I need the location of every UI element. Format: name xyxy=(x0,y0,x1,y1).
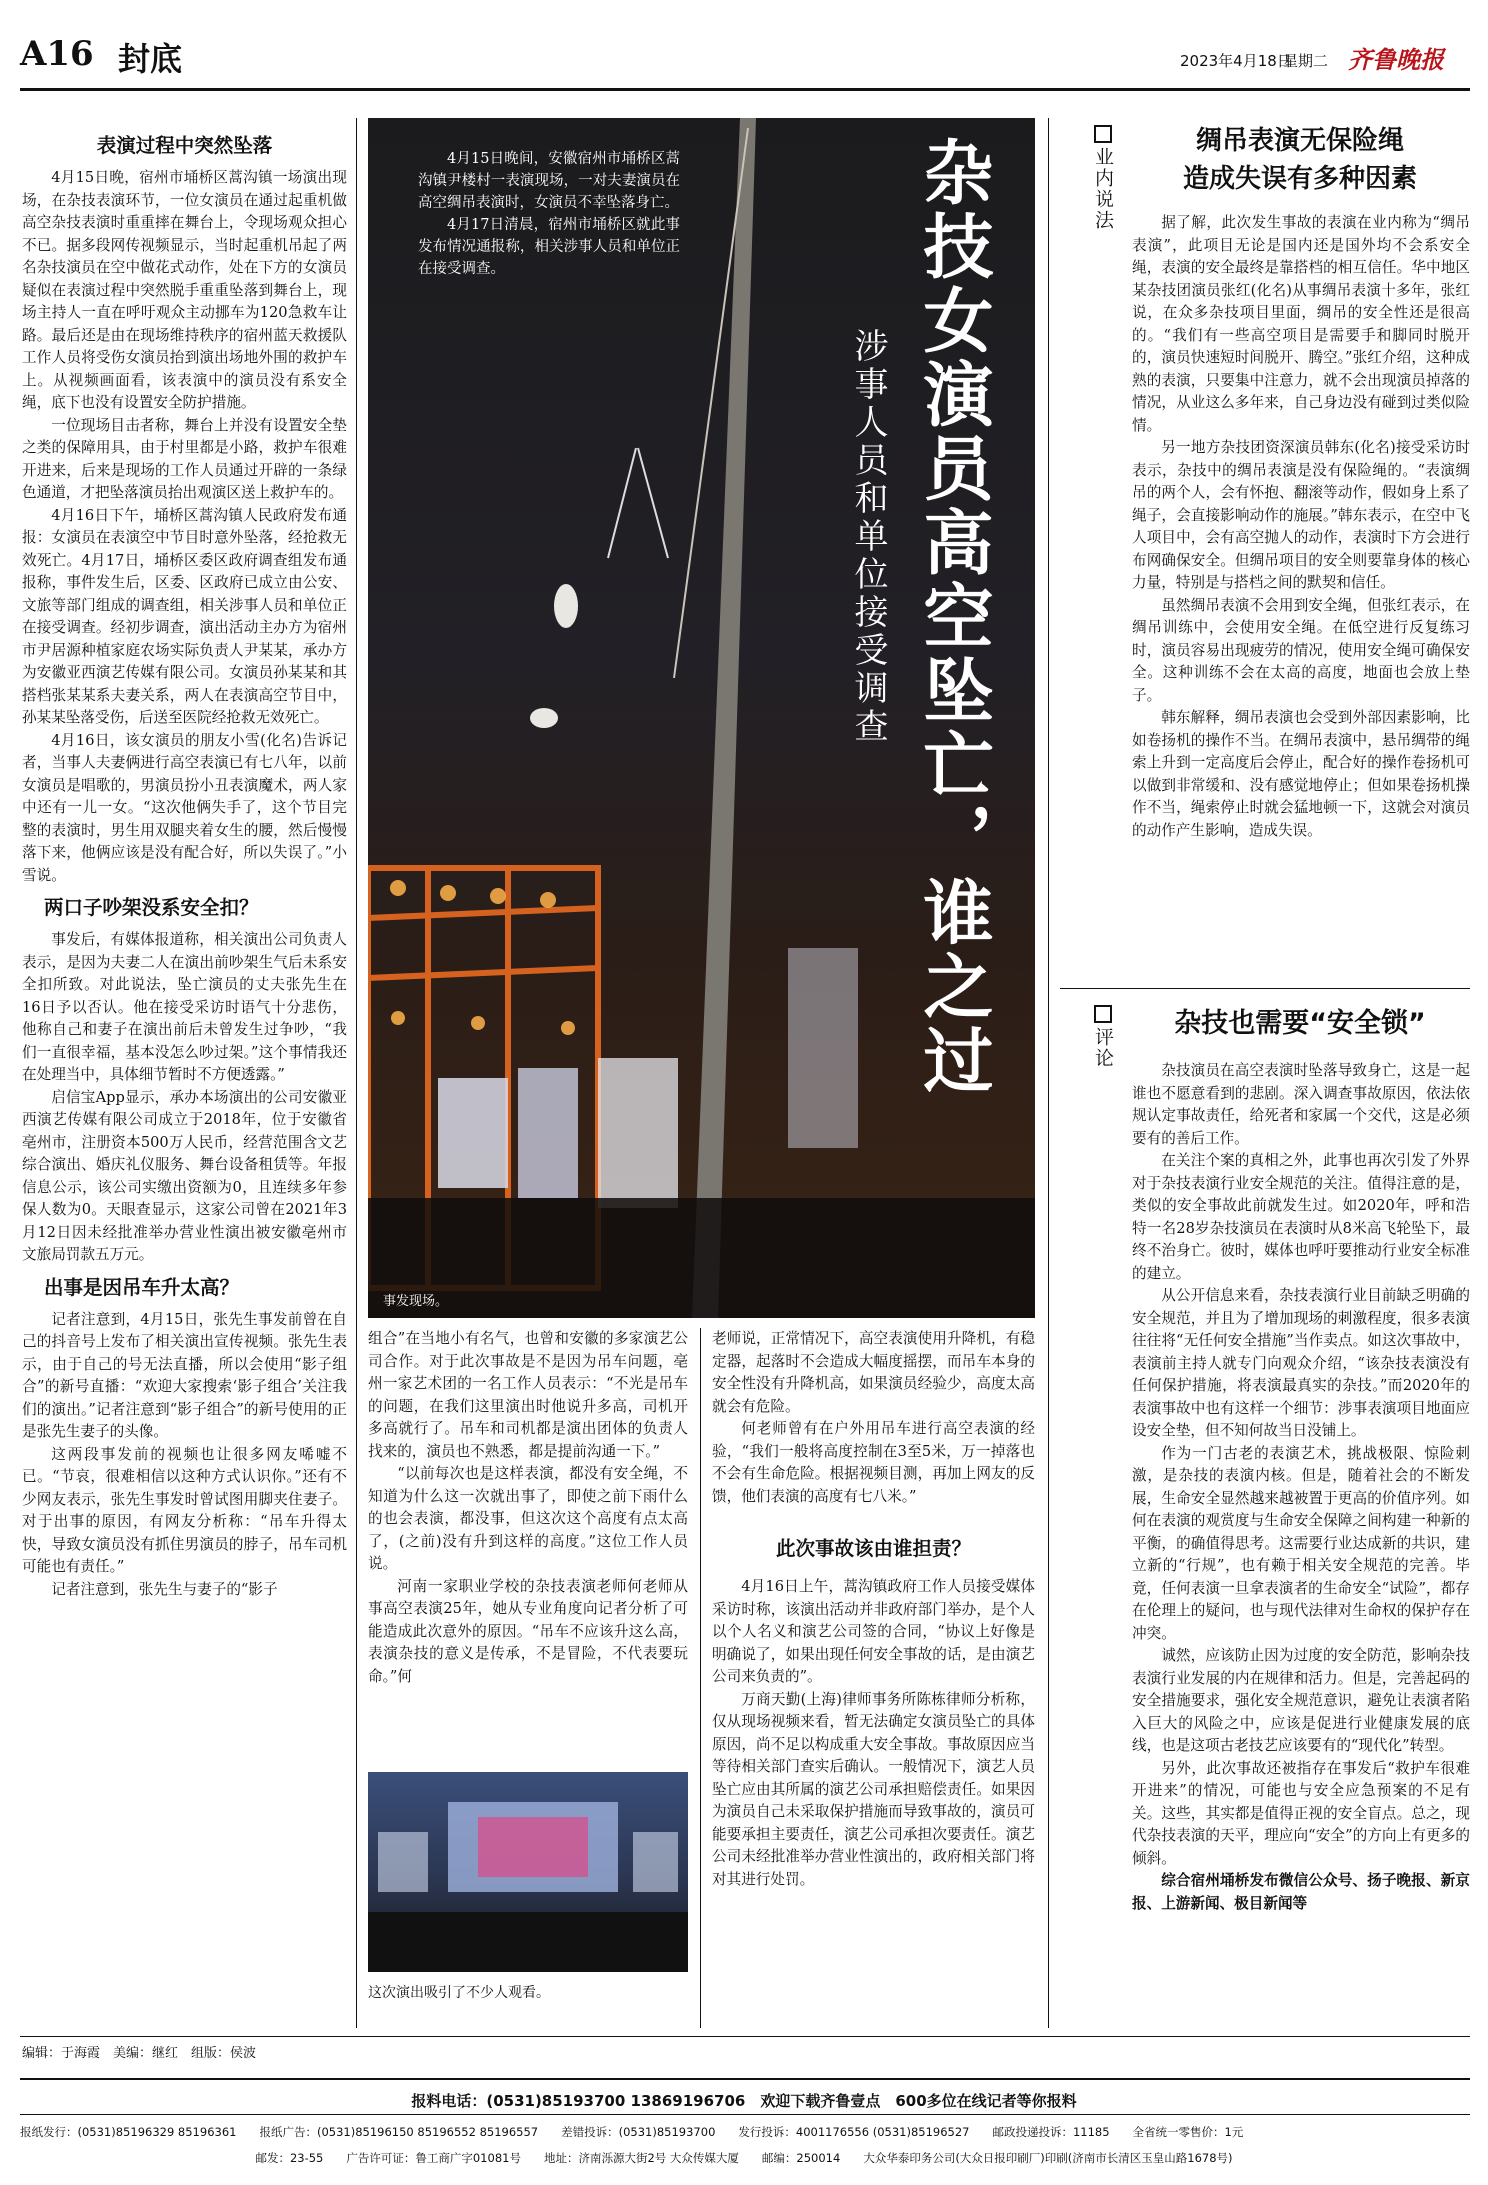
audience-photo xyxy=(368,1772,688,1972)
newspaper-logo: 齐鲁晚报 xyxy=(1348,45,1444,74)
photo-caption: 事发现场。 xyxy=(383,1294,449,1309)
right-headline-1: 绸吊表演无保险绳 造成失误有多种因素 xyxy=(1182,126,1417,194)
paragraph: 另一地方杂技团资深演员韩东(化名)接受采访时表示，杂技中的绸吊表演是没有保险绳的。“表演绸吊的两个人，会有怀抱、翻滚等动作，假如身上系了绳子，会直接影响动作的施展。”韩东表示，在空中飞人项目中，会有高空抛人的动作，表演时下方会进行布网确保安全。但绸吊项目的安全则要靠身体的核心力量，特别是与搭档之间的默契和信任。 xyxy=(1132,439,1470,591)
news-hotline: 报料电话：(0531)85193700 13869196706 欢迎下载齐鲁壹点 600多位在线记者等你报料 xyxy=(411,2092,1077,2110)
editor-credits: 编辑：于海霞 美编：继红 组版：侯波 xyxy=(22,2046,257,2061)
issue-date: 2023年4月18日 xyxy=(1180,52,1292,70)
audience-photo-caption: 这次演出吸引了不少人观看。 xyxy=(368,1985,550,2001)
paragraph: 4月16日上午，蒿沟镇政府工作人员接受媒体采访时称，该演出活动并非政府部门举办，是个人以个人名义和演艺公司签的合同，“协议上好像是明确说了，如果出现任何安全事故的话，是由演艺公司来负责的”。 xyxy=(712,1578,1035,1685)
overlay-paragraph: 4月17日清晨，宿州市埇桥区就此事发布情况通报称，相关涉事人员和单位正在接受调查。 xyxy=(418,217,680,277)
paragraph: 启信宝App显示，承办本场演出的公司安徽亚西演艺传媒有限公司成立于2018年，位于安徽省亳州市，注册资本500万人民币，经营范围含文艺综合演出、婚庆礼仪服务、舞台设备租赁等。年报信息公示，该公司实缴出资额为0，且连续多年参保人数为0。天眼查显示，这家公司曾在2021年3月12日因未经批准举办营业性演出被安徽亳州市文旅局罚款五万元。 xyxy=(22,1088,347,1263)
paragraph: “以前每次也是这样表演，都没有安全绳，不知道为什么这一次就出事了，即使之前下雨什么的也会表演，都没事，但这次这个高度有点太高了，(之前)没有升到这样的高度。”这位工作人员说。 xyxy=(368,1465,688,1572)
paragraph: 一位现场目击者称，舞台上并没有设置安全垫之类的保障用具，由于村里都是小路，救护车很难开进来，后来是现场的工作人员通过开辟的一条绿色通道，才把坠落演员抬出观演区送上救护车的。 xyxy=(22,416,347,501)
paragraph: 记者注意到，张先生与妻子的“影子 xyxy=(51,1580,278,1598)
subhead-safety-buckle: 两口子吵架没系安全扣？ xyxy=(44,896,259,919)
column-2 xyxy=(368,1328,688,1688)
column-divider xyxy=(1048,118,1049,2028)
audience-scene-graphic xyxy=(368,1772,688,1972)
paragraph: 老师说，正常情况下，高空表演使用升降机，有稳定器，起落时不会造成大幅度摇摆，而吊车本身的安全性没有升降机高，如果演员经验少，高度太高就会有危险。 xyxy=(712,1330,1035,1415)
paragraph: 4月16日下午，埇桥区蒿沟镇人民政府发布通报：女演员在表演空中节目时意外坠落，经抢救无效死亡。4月17日，埇桥区委区政府调查组发布通报称，事件发生后，区委、区政府已成立由公安、文旅等部门组成的调查组，相关涉事人员和单位正在接受调查。经初步调查，演出活动主办方为宿州市尹居源种植家庭农场实际负责人尹某某，承办方为安徽亚西演艺传媒有限公司。女演员孙某某和其搭档张某某系夫妻关系，两人在表演高空节目中，孙某某坠落受伤，后送至医院经抢救无效死亡。 xyxy=(22,506,347,726)
headline-title: 杂技女演员高空坠亡，谁之过 xyxy=(912,136,994,1098)
column-3 xyxy=(712,1328,1035,1891)
source-note: 综合宿州埇桥发布微信公众号、扬子晚报、新京报、上游新闻、极目新闻等 xyxy=(1132,1872,1470,1912)
page-number: A16 xyxy=(20,34,94,74)
photo-overlay-text xyxy=(418,148,680,280)
label-text: 业内说法 xyxy=(1092,147,1114,231)
paragraph: 4月15日晚，宿州市埇桥区蒿沟镇一场演出现场，在杂技表演环节，一位女演员在通过起重机做高空杂技表演时重重摔在舞台上，令现场观众担心不已。据多段网传视频显示，当时起重机吊起了两名杂技演员在空中做花式动作，处在下方的女演员疑似在表演过程中突然脱手重重坠落到舞台上，现场主持人一直在呼吁观众主动挪车为120急救车让路。最后还是由在现场维持秩序的宿州蓝天救援队工作人员将受伤女演员抬到演出场地外围的救护车上。从视频画面看，该表演中的演员没有系安全绳，底下也没有设置安全防护措施。 xyxy=(22,169,347,411)
paragraph: 河南一家职业学校的杂技表演老师何老师从事高空表演25年，她从专业角度向记者分析了可能造成此次意外的原因。“吊车不应该升这么高，表演杂技的意义是传承，不是冒险，不代表要玩命。”何 xyxy=(368,1577,688,1685)
label-box-icon xyxy=(1094,1005,1112,1023)
right-column-2 xyxy=(1132,1060,1470,1915)
right-headline-2: 杂技也需要“安全锁” xyxy=(1174,1008,1426,1039)
overlay-paragraph: 4月15日晚间，安徽宿州市埇桥区蒿沟镇尹楼村一表演现场，一对夫妻演员在高空绸吊表演时，女演员不幸坠落身亡。 xyxy=(418,151,680,211)
label-commentary xyxy=(1090,1005,1117,1069)
paragraph: 韩东解释，绸吊表演也会受到外部因素影响，比如卷扬机的操作不当。在绸吊表演中，悬吊绸带的绳索上升到一定高度后会停止，配合好的操作卷扬机可以做到非常缓和、没有感觉地停止；但如果卷扬机操作不当，绳索停止时就会猛地顿一下，这就会对演员的动作产生影响，造成失误。 xyxy=(1132,709,1470,839)
paragraph: 何老师曾有在户外用吊车进行高空表演的经验，“我们一般将高度控制在3至5米，万一掉落也不会有生命危险。根据视频目测，再加上网友的反馈，他们表演的高度有七八米。” xyxy=(712,1420,1035,1505)
masthead xyxy=(20,30,1470,90)
label-text: 评论 xyxy=(1092,1027,1114,1069)
issue-weekday: 星期二 xyxy=(1283,52,1329,70)
paragraph: 作为一门古老的表演艺术，挑战极限、惊险刺激，是杂技的表演内核。但是，随着社会的不断发展，生命安全显然越来越被置于更高的价值序列。如何在表演的观赏度与生命安全保障之间构建一种新的平衡，的确值得思考。这需要行业达成新的共识，建立新的“行规”，也有赖于相关安全规范的完善。毕竟，任何表演一旦拿表演者的生命安全“试险”，都存在伦理上的疑问，也与现代法律对生命权的保护存在冲突。 xyxy=(1132,1444,1470,1642)
column-1 xyxy=(22,125,347,1601)
paragraph: 事发后，有媒体报道称，相关演出公司负责人表示，是因为夫妻二人在演出前吵架生气后未系安全扣所致。对此说法，坠亡演员的丈夫张先生在16日予以否认。他在接受采访时语气十分悲伤，他称自己和妻子在演出前后未曾发生过争吵，“我们一直很幸福，基本没怎么吵过架。”这个事情我还在处理当中，具体细节暂时不方便透露。” xyxy=(22,931,347,1083)
subhead-crane-height: 出事是因吊车升太高？ xyxy=(44,1275,240,1299)
paragraph: 万商天勤(上海)律师事务所陈栋律师分析称，仅从现场视频来看，暂无法确定女演员坠亡的具体原因，尚不足以构成重大安全事故。事故原因应当等待相关部门查实后确认。一般情况下，演艺人员坠亡应由其所属的演艺公司承担赔偿责任。如果因为演员自己未采取保护措施而导致事故的，演员可能要承担主要责任，演艺公司承担次要责任。演艺公司未经批准举办营业性演出的，政府相关部门将对其进行处罚。 xyxy=(712,1690,1035,1888)
paragraph: 4月16日，该女演员的朋友小雪(化名)告诉记者，当事人夫妻俩进行高空表演已有七八年，以前女演员是唱歌的，男演员扮小丑表演魔术，两人家中还有一儿一女。“这次他俩失手了，这个节目完整的表演时，男生用双腿夹着女生的腰，然后慢慢落下来，他俩应该是没有配合好，所以失误了。”小雪说。 xyxy=(22,731,347,884)
section-rule xyxy=(1060,988,1470,989)
footer-rule xyxy=(20,2078,1470,2080)
main-photo xyxy=(368,118,1035,1318)
paragraph: 从公开信息来看，杂技表演行业目前缺乏明确的安全规范，并且为了增加现场的刺激程度，很多表演往往将“无任何安全措施”当作卖点。如这次事故中，表演前主持人就专门向观众介绍，“该杂技表演没有任何保护措施，将表演最真实的杂技。”而2020年的表演事故中也有这样一个细节：涉事表演项目地面应设安全垫，但不知何故当日没铺上。 xyxy=(1132,1287,1470,1439)
paragraph: 组合”在当地小有名气，也曾和安徽的多家演艺公司合作。对于此次事故是不是因为吊车问题，亳州一家艺术团的一名工作人员表示：“不光是吊车的问题，在我们这里演出时他说升多高，司机开多高就行了。吊车和司机都是演出团体的负责人找来的，演员也不熟悉，都是提前沟通一下。” xyxy=(368,1330,688,1460)
right-column-1 xyxy=(1132,212,1470,842)
footer-info-line-2: 邮发：23-55 广告许可证：鲁工商广字01081号 地址：济南泺源大街2号 大众传媒大厦 邮编：250014 大众华泰印务公司(大众日报印刷厂)印刷(济南市长清区玉皇山路1678号) xyxy=(255,2151,1233,2165)
section-name: 封底 xyxy=(118,40,183,78)
subhead-liability: 此次事故该由谁担责？ xyxy=(775,1537,971,1560)
label-box-icon xyxy=(1094,125,1112,143)
column-divider xyxy=(356,118,357,2028)
paragraph: 诚然，应该防止因为过度的安全防范，影响杂技表演行业发展的内在规律和活力。但是，完善起码的安全措施要求，强化安全规范意识，避免让表演者陷入巨大的风险之中，应该是促进行业健康发展的底线，也是这项古老技艺应该要有的“现代化”转型。 xyxy=(1132,1647,1470,1754)
label-industry-view xyxy=(1090,125,1117,231)
footer-rule xyxy=(20,2036,1470,2037)
paragraph: 杂技演员在高空表演时坠落导致身亡，这是一起谁也不愿意看到的悲剧。深入调查事故原因，依法依规认定事故责任，给死者和家属一个交代，这是必须要有的善后工作。 xyxy=(1132,1062,1470,1147)
paragraph: 另外，此次事故还被指存在事发后“救护车很难开进来”的情况，可能也与安全应急预案的不足有关。这些，其实都是值得正视的安全盲点。总之，现代杂技表演的天平，理应向“安全”的方向上有更多的倾斜。 xyxy=(1132,1759,1470,1867)
subhead-sudden-fall: 表演过程中突然坠落 xyxy=(96,134,273,157)
footer-rule xyxy=(20,2114,1470,2115)
paragraph: 这两段事发前的视频也让很多网友唏嘘不已。“节哀，很难相信以这种方式认识你。”还有不少网友表示，张先生事发时曾试图用脚夹住妻子。对于出事的原因，有网友分析称：“吊车升得太快，导致女演员没有抓住男演员的脖子，吊车司机可能也有责任。” xyxy=(22,1445,347,1575)
paragraph: 据了解，此次发生事故的表演在业内称为“绸吊表演”，此项目无论是国内还是国外均不会系安全绳，表演的安全最终是靠搭档的相互信任。华中地区某杂技团演员张红(化名)从事绸吊表演十多年，张红说，在众多杂技项目里面，绸吊的安全性还是很高的。“我们有一些高空项目是需要手和脚同时脱开的，演员快速短时间脱开、腾空。”张红介绍，这种成熟的表演，只要集中注意力，就不会出现演员掉落的情况，从业这么多年来，自己身边没有碰到过类似险情。 xyxy=(1132,214,1470,434)
column-divider xyxy=(700,1328,701,2028)
paragraph: 记者注意到，4月15日，张先生事发前曾在自己的抖音号上发布了相关演出宣传视频。张先生表示，由于自己的号无法直播，所以会使用“影子组合”的新号直播：“欢迎大家搜索‘影子组合’关注我们的演出。”记者注意到“影子组合”的新号使用的正是张先生妻子的头像。 xyxy=(22,1310,347,1440)
paragraph: 在关注个案的真相之外，此事也再次引发了外界对于杂技表演行业安全规范的关注。值得注意的是，类似的安全事故此前就发生过。如2020年，呼和浩特一名28岁杂技演员在表演时从8米高飞轮坠下，最终不治身亡。彼时，媒体也呼吁要推动行业安全标准的建立。 xyxy=(1132,1152,1470,1282)
paragraph: 虽然绸吊表演不会用到安全绳，但张红表示，在绸吊训练中，会使用安全绳。在低空进行反复练习时，演员容易出现疲劳的情况，使用安全绳可确保安全。这种训练不会在太高的高度，地面也会放上垫子。 xyxy=(1132,596,1470,704)
footer-info-line-1: 报纸发行：(0531)85196329 85196361 报纸广告：(0531)85196150 85196552 85196557 差错投诉：(0531)85193700 发行投诉：4001176556 (0531)85196527 邮政投递投诉：11185 全省统一零售价：1元 xyxy=(20,2125,1244,2139)
header-rule xyxy=(20,88,1470,91)
headline-subtitle: 涉事人员和单位接受调查 xyxy=(848,328,888,746)
